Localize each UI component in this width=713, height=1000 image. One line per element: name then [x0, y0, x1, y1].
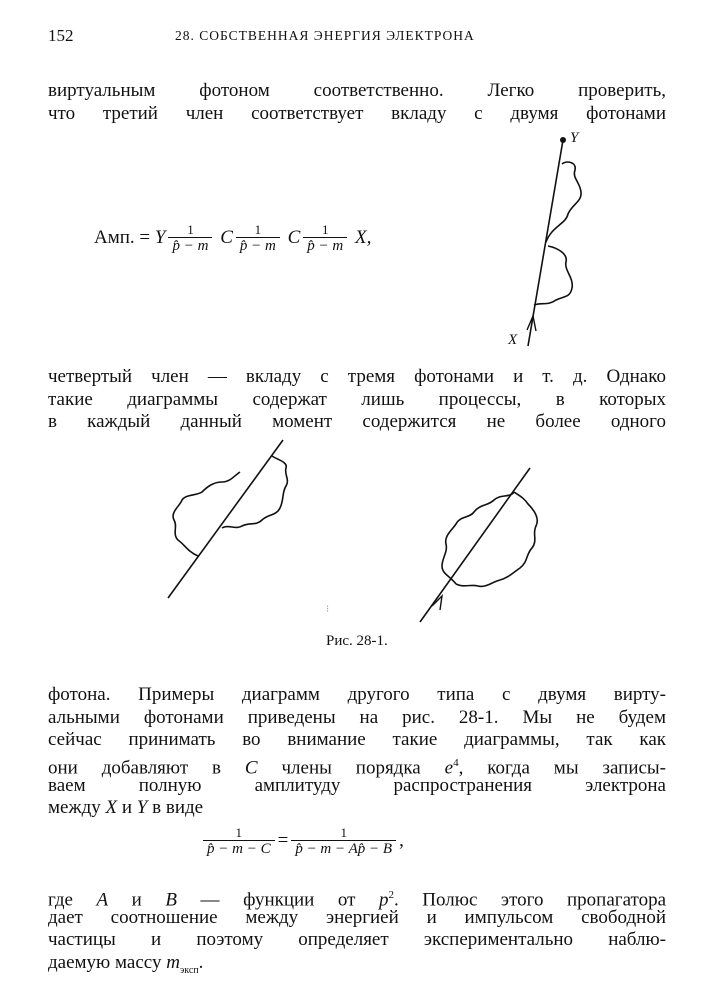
- para1-line2: что третий член соответствует вкладу с двумя фотонами: [48, 103, 666, 124]
- superscript: 4: [453, 757, 459, 769]
- propagator-formula: [200, 825, 404, 858]
- fraction-denominator: p̂ − m − Ap̂ − B: [291, 840, 396, 858]
- text-span: где: [48, 889, 97, 911]
- para4-line3: частицы и поэтому определяет экспериментально наблю-: [48, 929, 666, 950]
- running-title: 28. СОБСТВЕННАЯ ЭНЕРГИЯ ЭЛЕКТРОНА: [175, 28, 475, 43]
- label-x: X: [508, 332, 518, 348]
- para2-line3: в каждый данный момент содержится не более одного: [48, 411, 666, 432]
- text-span: они добавляют в: [48, 757, 245, 779]
- para3-line2: альными фотонами приведены на рис. 28-1. Мы не будем: [48, 707, 666, 728]
- fraction-denominator: p̂ − m − C: [203, 840, 275, 858]
- superscript: 2: [388, 889, 394, 901]
- math-x: X: [105, 797, 118, 818]
- fraction-numerator: 1: [340, 825, 347, 840]
- text-span: .: [198, 952, 204, 973]
- fraction-denominator: p̂ − m: [168, 237, 212, 255]
- math-a: A: [96, 889, 109, 911]
- equals-sign: =: [277, 829, 289, 851]
- label-y: Y: [570, 130, 579, 146]
- text-span: в виде: [147, 797, 204, 818]
- photon-loop-lower: [534, 246, 572, 305]
- rhs-fraction: [291, 825, 396, 858]
- propagator-fraction: [168, 222, 212, 255]
- math-m: m: [166, 952, 180, 973]
- para4-line4: [48, 952, 666, 982]
- figure-mark: ⁝: [326, 604, 330, 615]
- fraction-numerator: 1: [322, 222, 329, 237]
- arrow-icon: [527, 316, 536, 331]
- math-y: Y: [136, 797, 148, 818]
- propagator-fraction: [236, 222, 280, 255]
- formula-x: X,: [355, 226, 372, 248]
- propagator-fraction: [303, 222, 347, 255]
- para3-line5: ваем полную амплитуду распространения электрона: [48, 775, 666, 796]
- electron-line-left: [168, 440, 283, 598]
- formula-y: Y: [154, 226, 166, 248]
- math-e: e: [444, 757, 454, 779]
- text-span: , когда мы записы-: [458, 757, 667, 779]
- electron-line-right: [420, 468, 530, 622]
- text-span: члены порядка: [257, 757, 445, 779]
- para3-line3: сейчас принимать во внимание такие диаграммы, так как: [48, 729, 666, 750]
- text-span: и: [108, 889, 166, 911]
- photon-loop-upper: [546, 162, 581, 242]
- para3-line1: фотона. Примеры диаграмм другого типа с двумя вирту-: [48, 684, 666, 705]
- fraction-numerator: 1: [235, 825, 243, 840]
- vertex-dot: [560, 137, 566, 143]
- math-c: C: [244, 757, 258, 779]
- formula-c: C: [287, 226, 301, 248]
- arrow-icon: [432, 596, 442, 610]
- fraction-numerator: 1: [187, 222, 194, 237]
- para3-line6: [48, 797, 666, 819]
- text-span: даемую массу: [48, 952, 167, 973]
- para1-line1: виртуальным фотоном соответственно. Легко проверить,: [48, 80, 666, 101]
- lhs-fraction: [203, 825, 275, 858]
- subscript: эксп: [179, 964, 199, 976]
- text-span: и: [117, 797, 137, 818]
- text-span: . Полюс этого пропагатора: [394, 889, 666, 911]
- fraction-denominator: p̂ − m: [303, 237, 347, 255]
- text-span: между: [48, 797, 106, 818]
- math-b: B: [165, 889, 177, 911]
- para2-line1: четвертый член — вкладу с тремя фотонами и т. д. Однако: [48, 366, 666, 387]
- electron-line: [528, 140, 563, 346]
- photon-wavy-right-right: [456, 492, 537, 586]
- amplitude-formula: [94, 222, 371, 255]
- photon-wavy-left-inner: [222, 456, 287, 528]
- para4-line2: дает соотношение между энергией и импульсом свободной: [48, 907, 666, 928]
- photon-wavy-left-outer: [173, 472, 240, 556]
- page-number: 152: [48, 26, 74, 45]
- formula-prefix: Амп. =: [94, 226, 151, 248]
- para2-line2: такие диаграммы содержат лишь процессы, в которых: [48, 389, 666, 410]
- photon-wavy-right-left: [442, 492, 514, 584]
- figure-caption: Рис. 28-1.: [326, 633, 388, 649]
- fraction-denominator: p̂ − m: [236, 237, 280, 255]
- math-p: p: [379, 889, 389, 911]
- text-span: — функции от: [177, 889, 379, 911]
- fraction-numerator: 1: [254, 222, 262, 237]
- comma: ,: [399, 829, 404, 851]
- formula-c: C: [220, 226, 233, 248]
